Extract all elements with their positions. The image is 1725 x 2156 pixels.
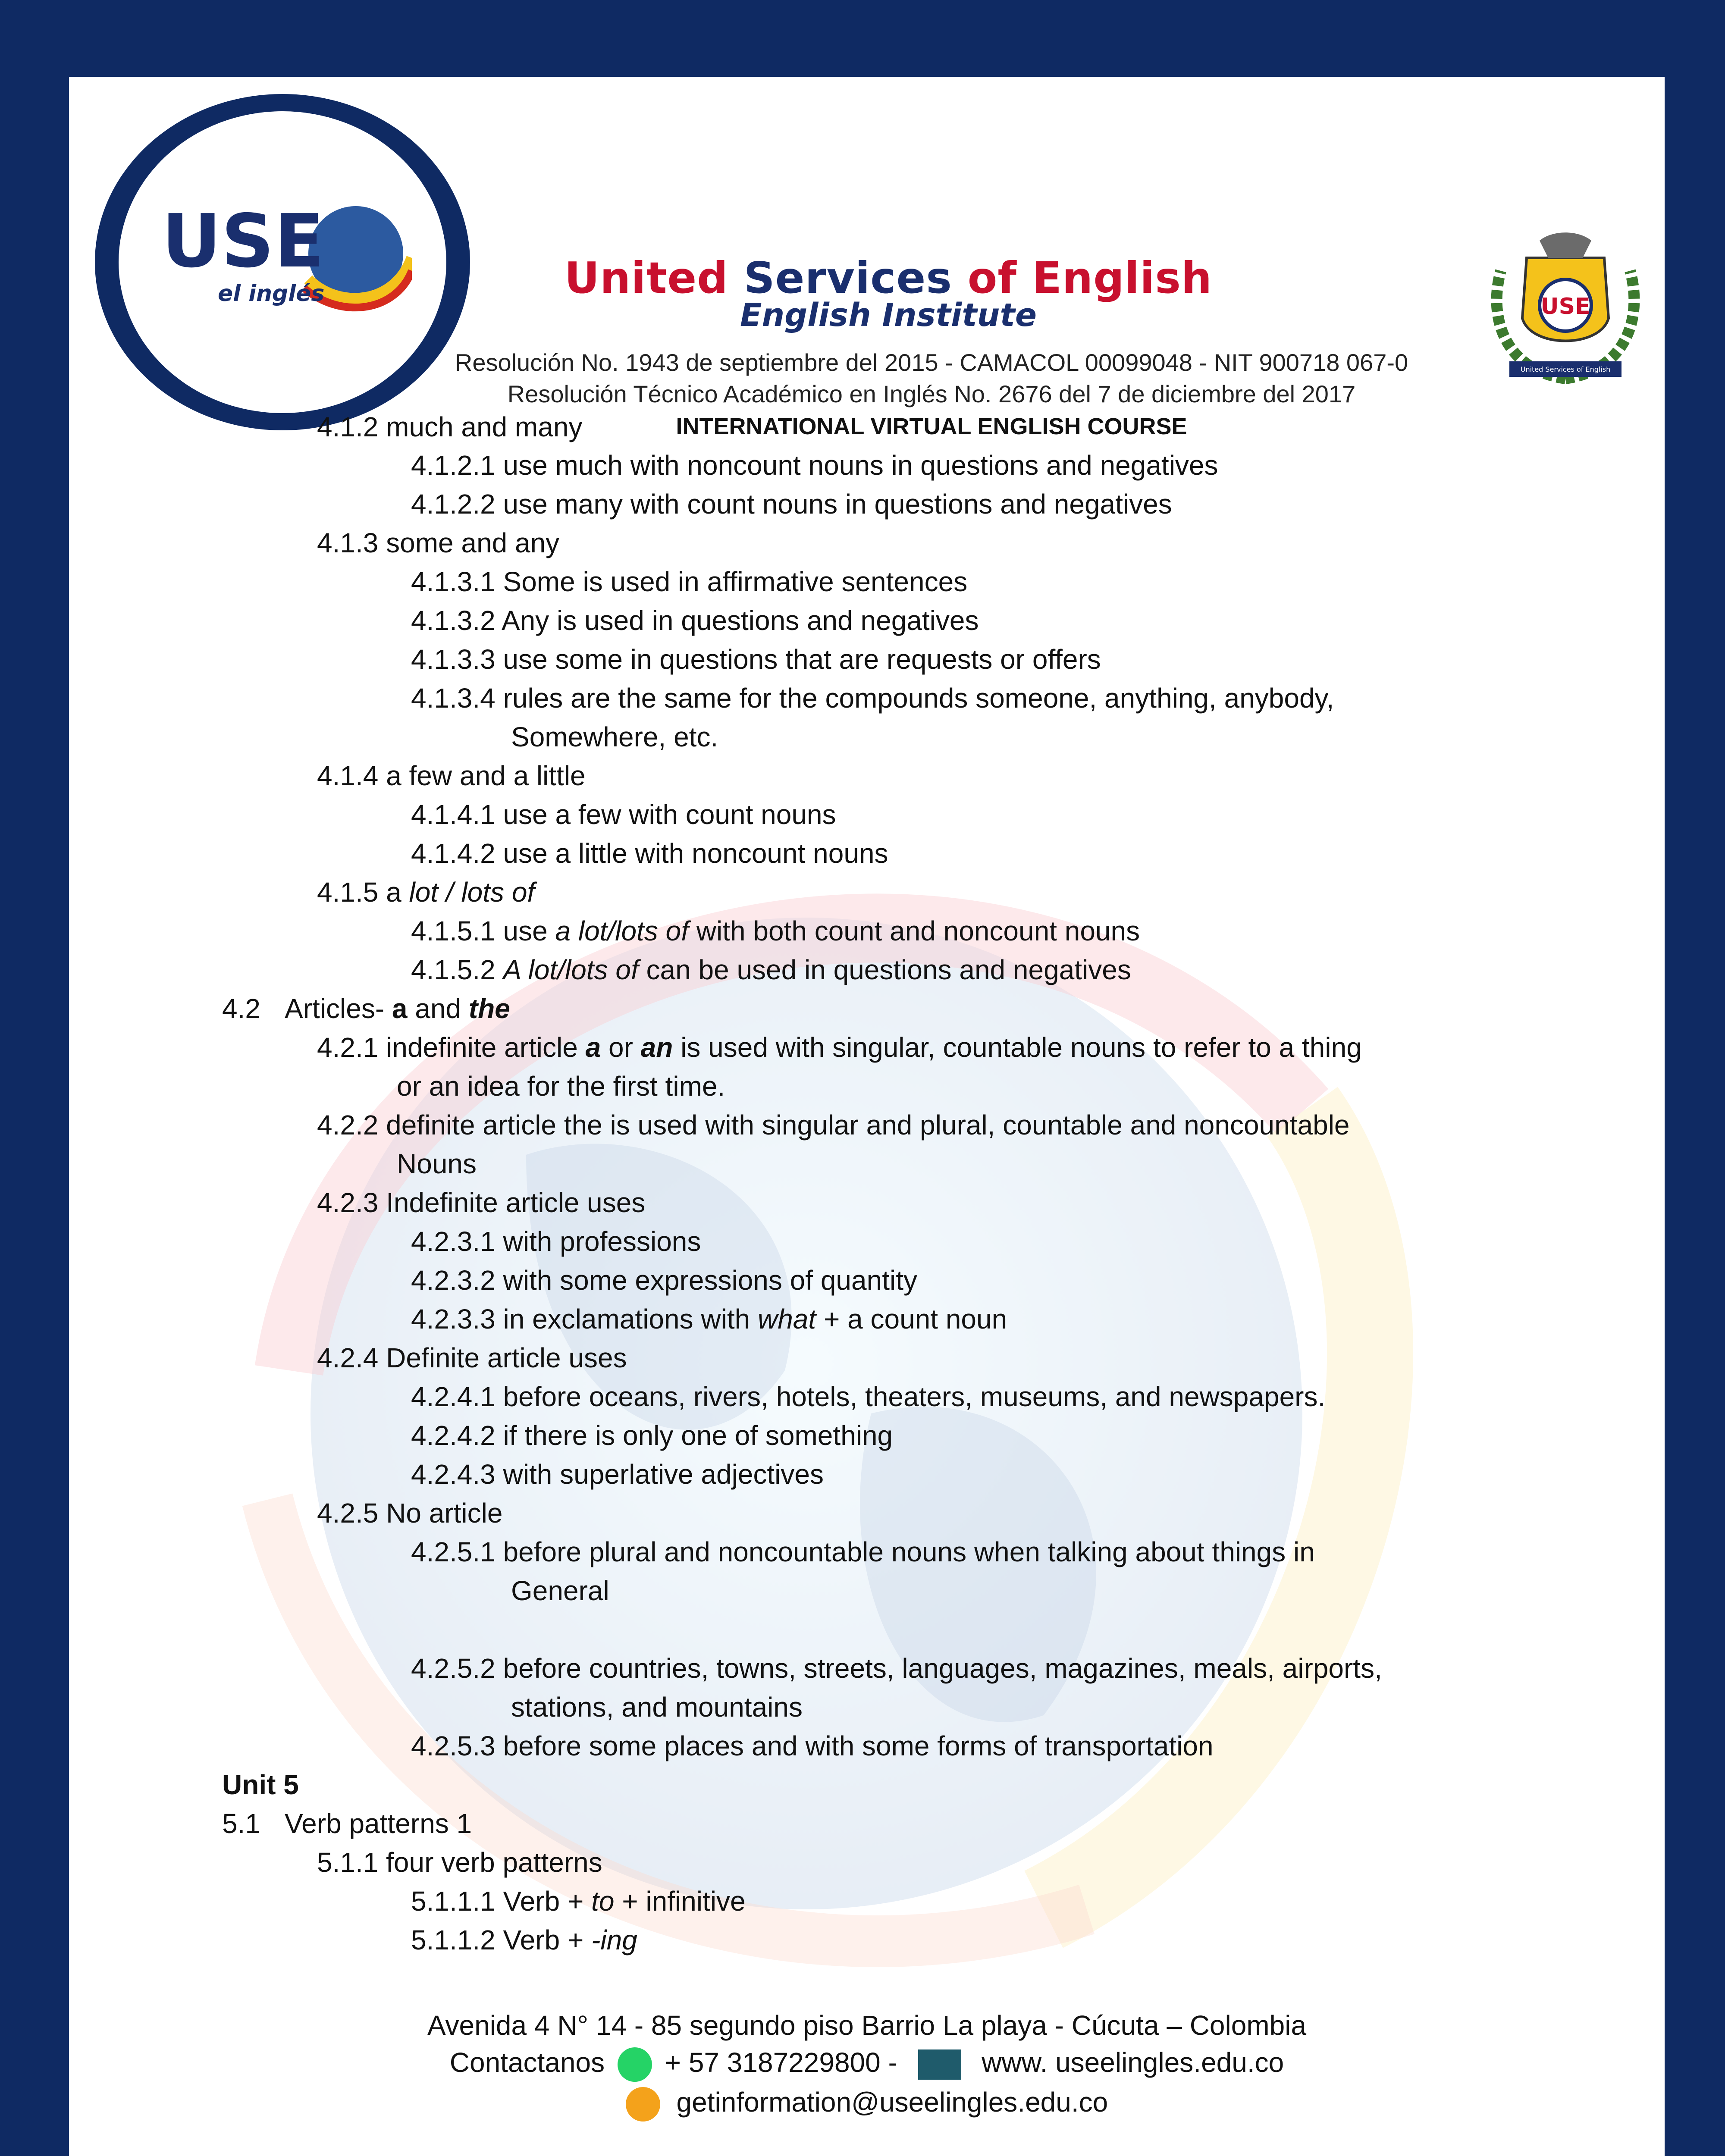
outline-item: 5.1.1.2 Verb + -ing — [411, 1924, 637, 1955]
outline-item: 4.2.5.2 before countries, towns, streets, languages, magazines, meals, airports, — [411, 1653, 1382, 1684]
outline-item: 4.1.3 some and any — [317, 527, 560, 558]
footer-email-row — [69, 2086, 1665, 2122]
outline-item: 4.2.4.2 if there is only one of something — [411, 1420, 893, 1451]
outline-item-continuation: Somewhere, etc. — [511, 721, 718, 752]
phone-number[interactable]: + 57 3187229800 - — [665, 2047, 897, 2078]
outline-item-continuation: Nouns — [397, 1148, 477, 1179]
course-outline — [69, 77, 1665, 2156]
outline-item: 4.2.5 No article — [317, 1498, 503, 1529]
outline-item: 4.1.3.2 Any is used in questions and negatives — [411, 605, 979, 636]
outline-item: 4.2.3.2 with some expressions of quantity — [411, 1265, 917, 1296]
outline-item: 4.2.2 definite article the is used with singular and plural, countable and noncountable — [317, 1109, 1350, 1141]
outline-item: 4.2.4.1 before oceans, rivers, hotels, theaters, museums, and newspapers. — [411, 1381, 1326, 1412]
svg-text:el inglés: el inglés — [218, 281, 325, 307]
outline-item: 5.1.1.1 Verb + to + infinitive — [411, 1886, 746, 1917]
outline-item-continuation: stations, and mountains — [511, 1692, 803, 1723]
whatsapp-icon — [618, 2047, 652, 2082]
outline-item: 4.1.3.4 rules are the same for the compounds someone, anything, anybody, — [411, 683, 1334, 714]
resolution-line-1: Resolución No. 1943 de septiembre del 2015 - CAMACOL 00099048 - NIT 900718 067-0 — [455, 349, 1408, 376]
outline-item: 4.1.4 a few and a little — [317, 760, 586, 791]
outline-item: 4.1.5.1 use a lot/lots of with both count and noncount nouns — [411, 915, 1140, 946]
outline-item: 4.1.3.1 Some is used in affirmative sentences — [411, 566, 968, 597]
svg-text:United Services of English: United Services of English — [1520, 365, 1611, 373]
outline-item: 4.1.5.2 A lot/lots of can be used in questions and negatives — [411, 954, 1131, 985]
outline-item: 4.2.1 indefinite article a or an is used with singular, countable nouns to refer to a thing — [317, 1032, 1362, 1063]
outline-item: 4.2.3.3 in exclamations with what + a count noun — [411, 1304, 1007, 1335]
outline-item-continuation: or an idea for the first time. — [397, 1071, 725, 1102]
outline-item: 4.2.4 Definite article uses — [317, 1342, 627, 1373]
outline-section: 5.1 Verb patterns 1 — [222, 1808, 472, 1839]
outline-item: 4.1.4.2 use a little with noncount nouns — [411, 838, 888, 869]
outline-item: 4.1.2.1 use much with noncount nouns in questions and negatives — [411, 450, 1218, 481]
outline-item: 4.1.2 much and many — [317, 411, 583, 442]
unit-heading: Unit 5 — [222, 1769, 299, 1800]
website-link[interactable]: www. useelingles.edu.co — [982, 2047, 1284, 2078]
outline-item: 4.2.4.3 with superlative adjectives — [411, 1459, 824, 1490]
website-icon — [918, 2049, 961, 2080]
footer-address: Avenida 4 N° 14 - 85 segundo piso Barrio La playa - Cúcuta – Colombia — [427, 2010, 1307, 2041]
institute-subtitle: English Institute — [740, 297, 1037, 334]
email-link[interactable]: getinformation@useelingles.edu.co — [676, 2087, 1108, 2118]
document-page — [69, 77, 1665, 2156]
outline-item: 4.1.4.1 use a few with count nouns — [411, 799, 836, 830]
outline-item: 4.2.5.3 before some places and with some forms of transportation — [411, 1730, 1214, 1761]
outline-item: 4.2.5.1 before plural and noncountable nouns when talking about things in — [411, 1536, 1315, 1567]
resolution-line-2: Resolución Técnico Académico en Inglés No. 2676 del 7 de diciembre del 2017 — [507, 380, 1356, 407]
outline-item-continuation: General — [511, 1575, 609, 1606]
outline-item: 4.1.5 a lot / lots of — [317, 877, 535, 908]
email-icon — [626, 2087, 660, 2122]
outline-section: 4.2 Articles- a and the — [222, 993, 510, 1024]
outline-item: 5.1.1 four verb patterns — [317, 1847, 602, 1878]
svg-text:USE: USE — [162, 199, 324, 284]
outline-item: 4.2.3 Indefinite article uses — [317, 1187, 646, 1218]
outline-item: 4.2.3.1 with professions — [411, 1226, 701, 1257]
course-title: INTERNATIONAL VIRTUAL ENGLISH COURSE — [676, 414, 1187, 439]
outline-item: 4.1.2.2 use many with count nouns in questions and negatives — [411, 489, 1172, 520]
outline-item: 4.1.3.3 use some in questions that are requests or offers — [411, 644, 1101, 675]
svg-text:USE: USE — [1540, 294, 1590, 320]
contact-label: Contactanos — [449, 2047, 605, 2078]
institute-title: United Services of English — [564, 253, 1213, 303]
footer-contact — [69, 2046, 1665, 2082]
